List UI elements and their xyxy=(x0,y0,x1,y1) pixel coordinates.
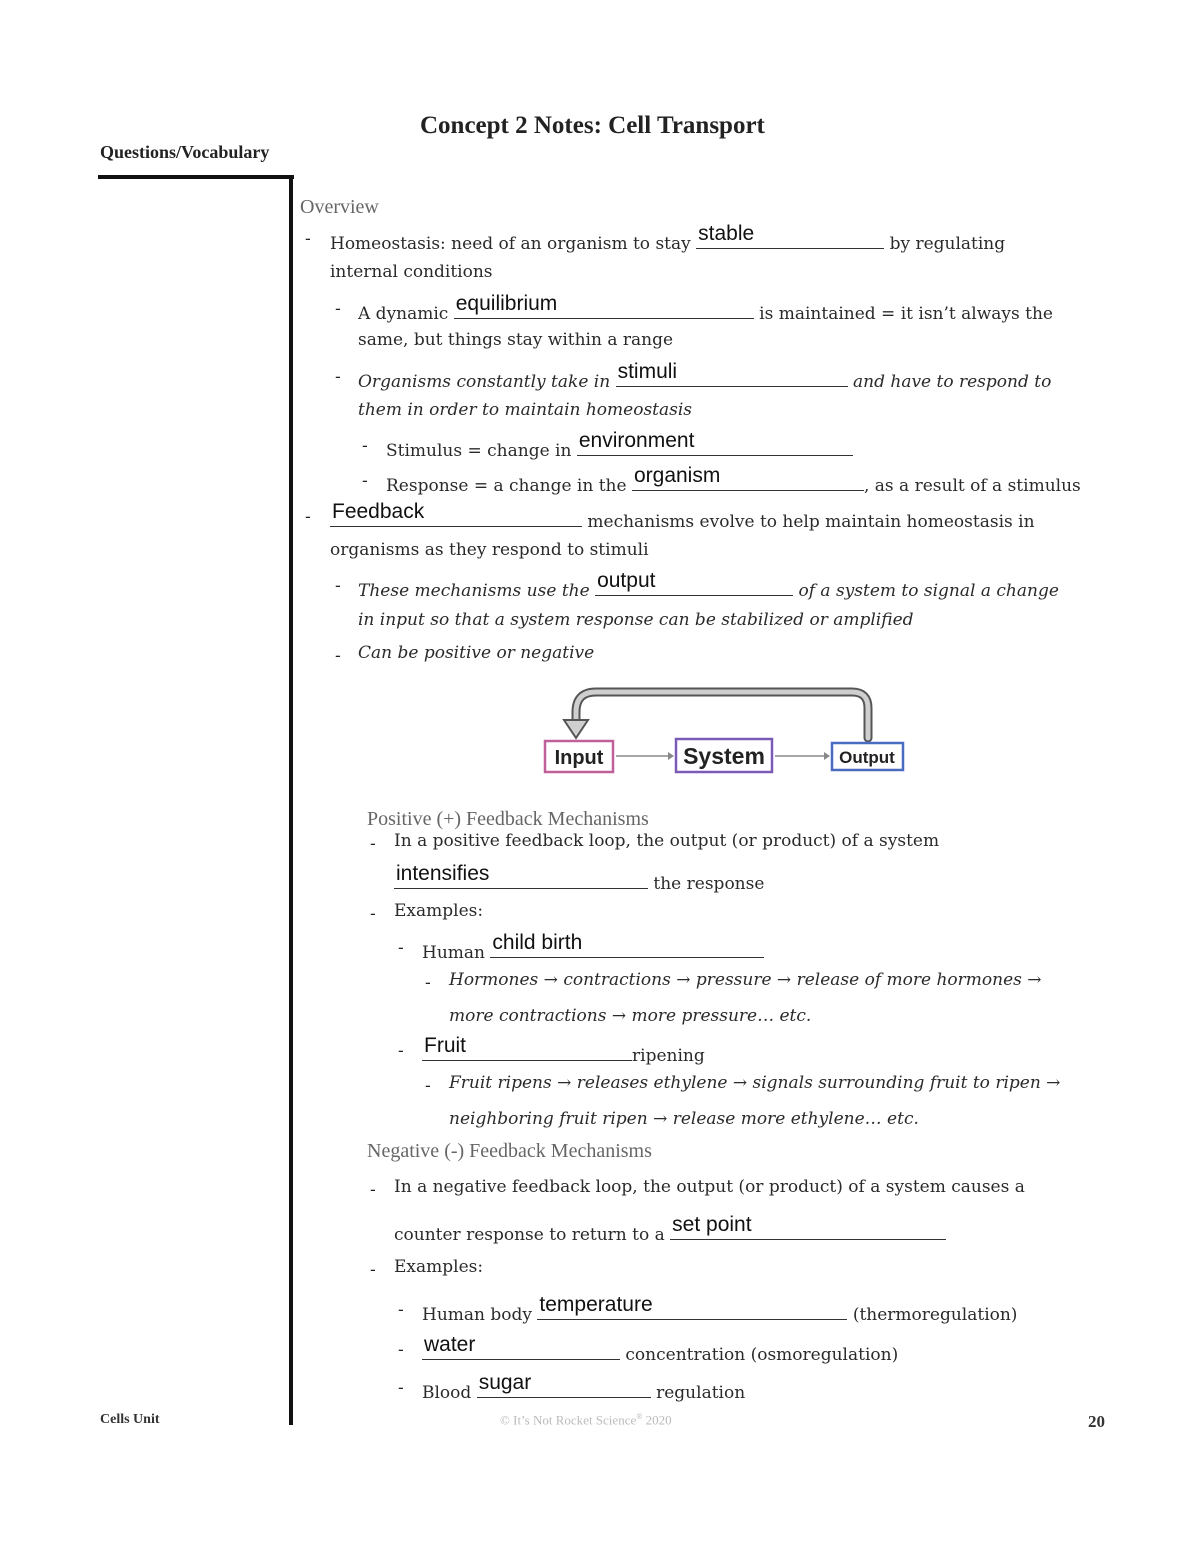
blank-stable[interactable] xyxy=(696,222,884,249)
feedback-text: mechanisms evolve to help maintain homeostasis in xyxy=(587,512,1035,532)
blank-environment[interactable] xyxy=(577,429,853,456)
ripening-line: Fruit ripens → releases ethylene → signals surrounding fruit to ripen → xyxy=(449,1073,1061,1093)
posneg-line: Can be positive or negative xyxy=(358,643,595,663)
organisms-line xyxy=(358,360,1052,392)
negative-loop-cont xyxy=(394,1213,946,1245)
dynamic-text: A dynamic xyxy=(358,304,449,324)
stimulus-text: Stimulus = change in xyxy=(386,441,572,461)
water-text: concentration (osmoregulation) xyxy=(625,1345,899,1365)
loop-arrow-inner xyxy=(576,692,868,738)
answer-child-birth: child birth xyxy=(492,931,583,954)
page-number: 20 xyxy=(1088,1412,1105,1431)
bullet-dash: - xyxy=(398,1340,404,1360)
feedback-loop-diagram xyxy=(540,686,910,778)
dynamic-cont: same, but things stay within a range xyxy=(358,330,674,350)
sugar-text-b: regulation xyxy=(656,1383,746,1403)
blank-temperature[interactable] xyxy=(537,1293,847,1320)
bullet-dash: - xyxy=(362,436,368,456)
bullet-dash: - xyxy=(335,367,341,387)
bullet-dash: - xyxy=(305,229,311,249)
answer-set-point: set point xyxy=(672,1213,752,1236)
answer-stimuli: stimuli xyxy=(617,360,678,383)
answer-feedback: Feedback xyxy=(332,500,425,523)
positive-examples: Examples: xyxy=(394,901,484,921)
answer-fruit: Fruit xyxy=(424,1034,466,1057)
blank-equilibrium[interactable] xyxy=(454,292,754,319)
feedback-cont: organisms as they respond to stimuli xyxy=(330,540,649,560)
bullet-dash: - xyxy=(370,1180,376,1200)
answer-environment: environment xyxy=(578,429,695,452)
mechanisms-cont: in input so that a system response can be stabilized or amplified xyxy=(358,610,914,630)
blank-output[interactable] xyxy=(595,569,793,596)
sidebar-heading: Questions/Vocabulary xyxy=(100,142,270,162)
negative-heading: Negative (-) Feedback Mechanisms xyxy=(367,1140,652,1162)
response-line xyxy=(386,464,1081,496)
bullet-dash: - xyxy=(335,646,341,666)
negative-loop-line: In a negative feedback loop, the output (or product) of a system causes a xyxy=(394,1177,1025,1197)
negative-examples: Examples: xyxy=(394,1257,484,1277)
dynamic-text-b: is maintained = it isn’t always the xyxy=(759,304,1053,324)
fruit-line xyxy=(422,1034,705,1066)
input-label: Input xyxy=(554,747,604,769)
response-text-b: , as a result of a stimulus xyxy=(863,476,1081,496)
mechanisms-text: These mechanisms use the xyxy=(358,581,590,601)
arrowhead-input-system xyxy=(668,752,674,760)
positive-loop-text-b: the response xyxy=(653,874,765,894)
homeostasis-cont: internal conditions xyxy=(330,262,493,282)
bullet-dash: - xyxy=(305,507,311,527)
overview-heading: Overview xyxy=(300,196,379,218)
positive-loop-cont xyxy=(394,862,765,894)
organisms-text: Organisms constantly take in xyxy=(358,372,611,392)
bullet-dash: - xyxy=(398,1300,404,1320)
bullet-dash: - xyxy=(370,1260,376,1280)
answer-water: water xyxy=(424,1333,476,1356)
blank-sugar[interactable] xyxy=(477,1371,651,1398)
bullet-dash: - xyxy=(370,904,376,924)
answer-sugar: sugar xyxy=(478,1371,532,1394)
bullet-dash: - xyxy=(398,1041,404,1061)
answer-equilibrium: equilibrium xyxy=(455,292,558,315)
answer-stable: stable xyxy=(698,222,755,245)
water-line xyxy=(422,1333,899,1365)
arrowhead-system-output xyxy=(824,752,830,760)
blank-water[interactable] xyxy=(422,1333,620,1360)
homeostasis-text: Homeostasis: need of an organism to stay xyxy=(330,234,691,254)
sugar-line xyxy=(422,1371,746,1403)
bullet-dash: - xyxy=(335,299,341,319)
temperature-line xyxy=(422,1293,1018,1325)
response-text: Response = a change in the xyxy=(386,476,627,496)
organisms-cont: them in order to maintain homeostasis xyxy=(358,400,693,420)
footer-copyright-year: 2020 xyxy=(642,1412,672,1428)
blank-fruit[interactable] xyxy=(422,1034,632,1061)
answer-intensifies: intensifies xyxy=(396,862,490,885)
feedback-line xyxy=(330,500,1035,532)
sugar-text: Blood xyxy=(422,1383,472,1403)
blank-set-point[interactable] xyxy=(670,1213,946,1240)
bullet-dash: - xyxy=(335,576,341,596)
blank-feedback[interactable] xyxy=(330,500,582,527)
human-line xyxy=(422,931,764,963)
blank-organism[interactable] xyxy=(632,464,864,491)
bullet-dash: - xyxy=(362,471,368,491)
bullet-dash: - xyxy=(370,834,376,854)
fruit-text: ripening xyxy=(632,1046,705,1066)
blank-stimuli[interactable] xyxy=(616,360,848,387)
hormones-line: Hormones → contractions → pressure → release of more hormones → xyxy=(449,970,1042,990)
blank-intensifies[interactable] xyxy=(394,862,648,889)
homeostasis-line xyxy=(330,222,1006,254)
footer-copyright-text: © It’s Not Rocket Science xyxy=(500,1412,637,1428)
loop-arrowhead xyxy=(564,720,588,738)
header-divider xyxy=(98,175,294,179)
footer-copyright-sup: ® xyxy=(636,1412,643,1421)
footer-unit: Cells Unit xyxy=(100,1412,160,1427)
homeostasis-text-b: by regulating xyxy=(889,234,1006,254)
answer-organism: organism xyxy=(633,464,721,487)
human-text: Human xyxy=(422,943,485,963)
system-label: System xyxy=(683,743,765,769)
temperature-text-b: (thermoregulation) xyxy=(852,1305,1018,1325)
dynamic-line xyxy=(358,292,1053,324)
positive-heading: Positive (+) Feedback Mechanisms xyxy=(367,808,649,830)
page-title: Concept 2 Notes: Cell Transport xyxy=(420,112,765,139)
ripening-cont: neighboring fruit ripen → release more ethylene… etc. xyxy=(449,1109,919,1129)
temperature-text: Human body xyxy=(422,1305,532,1325)
output-label: Output xyxy=(839,748,895,767)
column-divider xyxy=(289,175,293,1425)
bullet-dash: - xyxy=(398,1378,404,1398)
answer-output: output xyxy=(597,569,656,592)
positive-loop-line: In a positive feedback loop, the output (or product) of a system xyxy=(394,831,940,851)
hormones-cont: more contractions → more pressure… etc. xyxy=(449,1006,812,1026)
answer-temperature: temperature xyxy=(539,1293,653,1316)
footer-copyright xyxy=(500,1412,672,1428)
loop-arrow-outer xyxy=(576,692,868,738)
mechanisms-line xyxy=(358,569,1059,601)
blank-child-birth[interactable] xyxy=(490,931,764,958)
bullet-dash: - xyxy=(425,1076,431,1096)
bullet-dash: - xyxy=(425,973,431,993)
mechanisms-text-b: of a system to signal a change xyxy=(798,581,1059,601)
negative-loop-text: counter response to return to a xyxy=(394,1225,665,1245)
organisms-text-b: and have to respond to xyxy=(853,372,1052,392)
stimulus-line xyxy=(386,429,853,461)
bullet-dash: - xyxy=(398,938,404,958)
